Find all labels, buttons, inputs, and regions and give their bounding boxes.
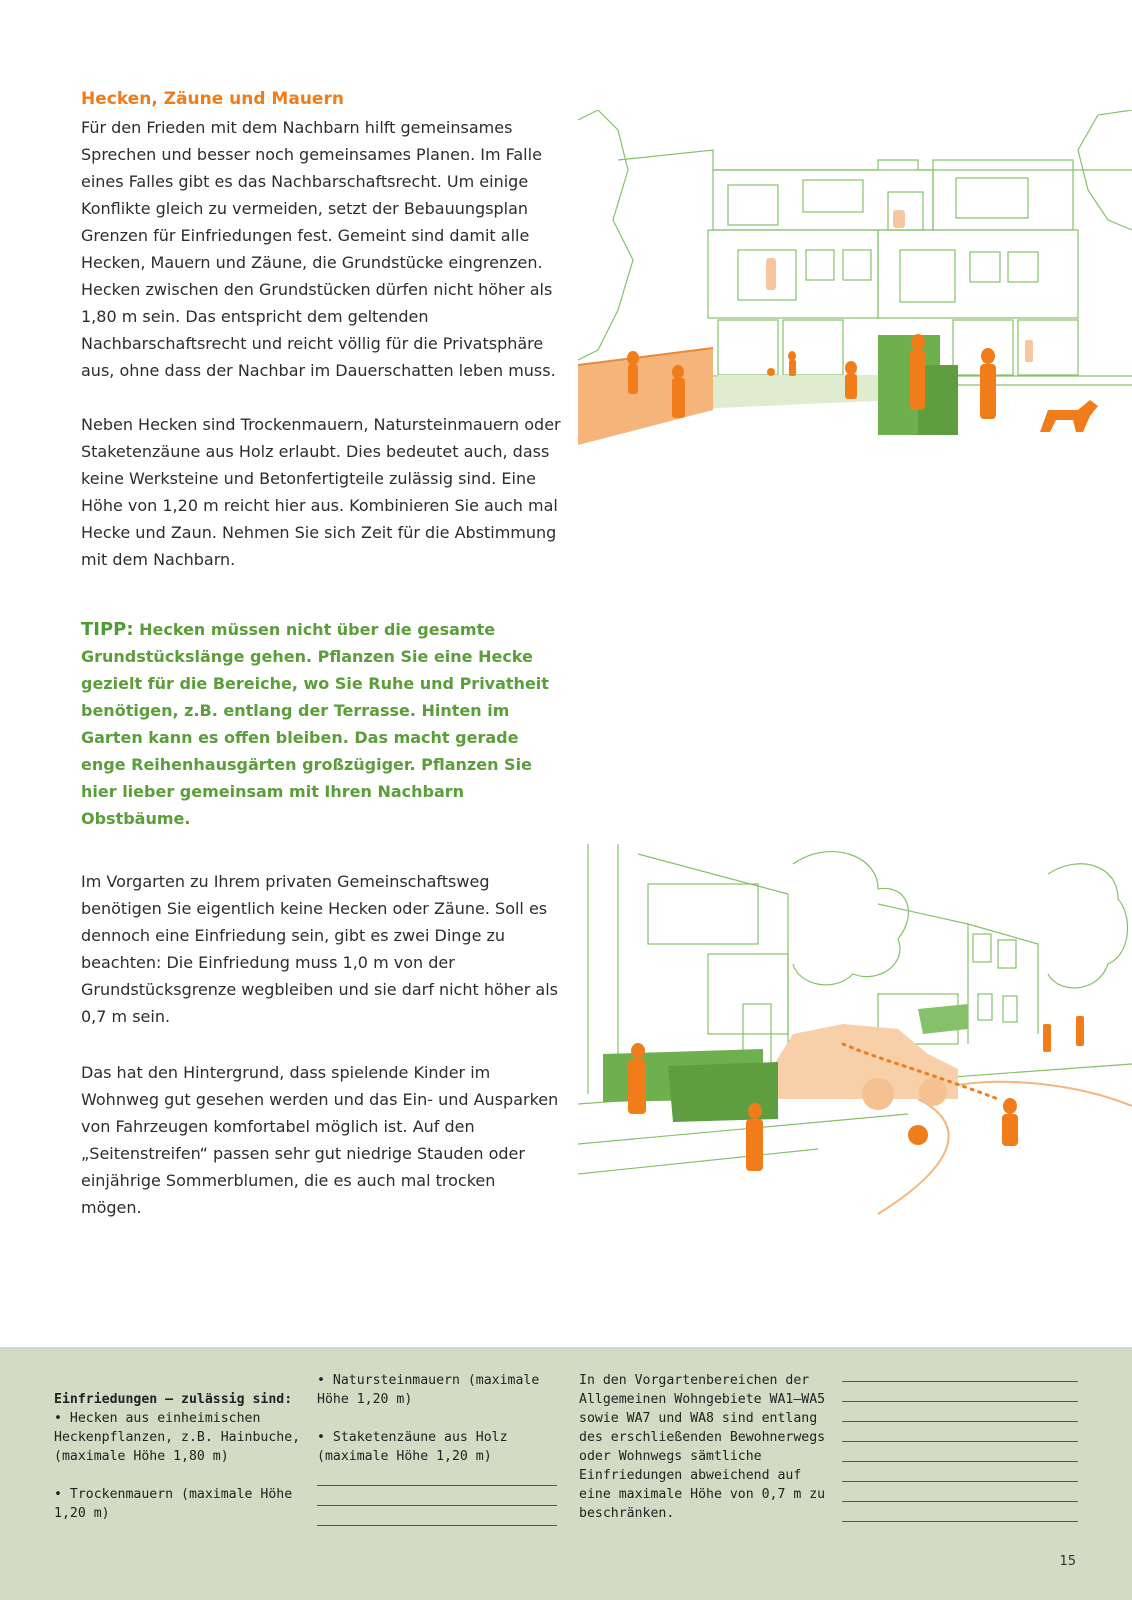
note-line — [842, 1382, 1078, 1402]
tip-label: TIPP: — [81, 619, 134, 640]
note-line — [842, 1442, 1078, 1462]
materials-paragraph: Neben Hecken sind Trockenmauern, Natursteinmauern oder Staketenzäune aus Holz erlaubt. Dies bedeutet auch, dass keine Werksteine und Betonfertigteile zulässig sind. Eine Höhe von 1,20 m reicht hier aus. Kombinieren Sie auch mal Hecke und Zaun. Nehmen Sie sich Zeit für die Abstimmung mit dem Nachbarn. — [81, 415, 561, 569]
background-paragraph: Das hat den Hintergrund, dass spielende Kinder im Wohnweg gut gesehen werden und das Ein- und Ausparken von Fahrzeugen komfortabel möglich ist. Auf den „Seitenstreifen“ passen sehr gut niedrige Stauden oder einjährige Sommerblumen, die es auch mal trocken mögen. — [81, 1063, 559, 1217]
page-number: 15 — [1059, 1554, 1076, 1569]
regulation-item-dry-walls: • Trockenmauern (maximale Höhe 1,20 m) — [54, 1487, 293, 1521]
note-line — [842, 1362, 1078, 1382]
note-line — [317, 1466, 557, 1486]
front-garden-regulation: In den Vorgartenbereichen der Allgemeinen Wohngebiete WA1–WA5 sowie WA7 und WA8 sind entlang des erschließenden Bewohnerwegs oder Wohnwegs sämtliche Einfriedungen abweichend auf eine maximale Höhe von 0,7 m zu beschränken. — [579, 1373, 826, 1521]
note-line — [842, 1462, 1078, 1482]
note-line — [842, 1502, 1078, 1522]
front-garden-illustration — [578, 844, 1132, 1224]
notes-lines — [842, 1362, 1078, 1522]
regulation-column-2 — [317, 1371, 557, 1526]
section-heading: Hecken, Zäune und Mauern — [81, 89, 344, 109]
regulation-item-fences: • Staketenzäune aus Holz (maximale Höhe 1,20 m) — [317, 1430, 508, 1464]
note-line — [317, 1506, 557, 1526]
note-line — [842, 1482, 1078, 1502]
tip-text: Hecken müssen nicht über die gesamte Grundstückslänge gehen. Pflanzen Sie eine Hecke gezielt für die Bereiche, wo Sie Ruhe und Privatheit benötigen, z.B. entlang der Terrasse. Hinten im Garten kann es offen bleiben. Das macht gerade enge Reihenhausgärten großzügiger. Pflanzen Sie hier lieber gemeinsam mit Ihren Nachbarn Obstbäume. — [81, 620, 549, 828]
intro-paragraph: Für den Frieden mit dem Nachbarn hilft gemeinsames Sprechen und besser noch gemeinsames Planen. Im Falle eines Falles gibt es das Nachbarschaftsrecht. Um einige Konflikte gleich zu vermeiden, setzt der Bebauungsplan Grenzen für Einfriedungen fest. Gemeint sind damit alle Hecken, Mauern und Zäune, die Grundstücke eingrenzen. Hecken zwischen den Grundstücken dürfen nicht höher als 1,80 m sein. Das entspricht dem geltenden Nachbarschaftsrecht und reicht völlig für die Privatsphäre aus, ohne dass der Nachbar im Dauerschatten leben muss. — [81, 118, 556, 380]
note-line — [317, 1486, 557, 1506]
backyard-hedges-illustration — [578, 110, 1132, 460]
front-garden-paragraph: Im Vorgarten zu Ihrem privaten Gemeinschaftsweg benötigen Sie eigentlich keine Hecken oder Zäune. Soll es dennoch eine Einfriedung sein, gibt es zwei Dinge zu beachten: Die Einfriedung muss 1,0 m von der Grundstücksgrenze wegbleiben und sie darf nicht höher als 0,7 m sein. — [81, 872, 558, 1026]
tip-box — [81, 616, 561, 832]
regulation-item-hedges: • Hecken aus einheimischen Heckenpflanzen, z.B. Hainbuche, (maximale Höhe 1,80 m) — [54, 1411, 301, 1464]
note-line — [842, 1422, 1078, 1442]
regulation-column-3 — [579, 1371, 829, 1523]
note-line — [842, 1402, 1078, 1422]
regulation-column-1 — [54, 1390, 304, 1523]
regulation-item-stone-walls: • Natursteinmauern (maximale Höhe 1,20 m) — [317, 1373, 540, 1407]
regulation-title: Einfriedungen – zulässig sind: — [54, 1392, 293, 1407]
